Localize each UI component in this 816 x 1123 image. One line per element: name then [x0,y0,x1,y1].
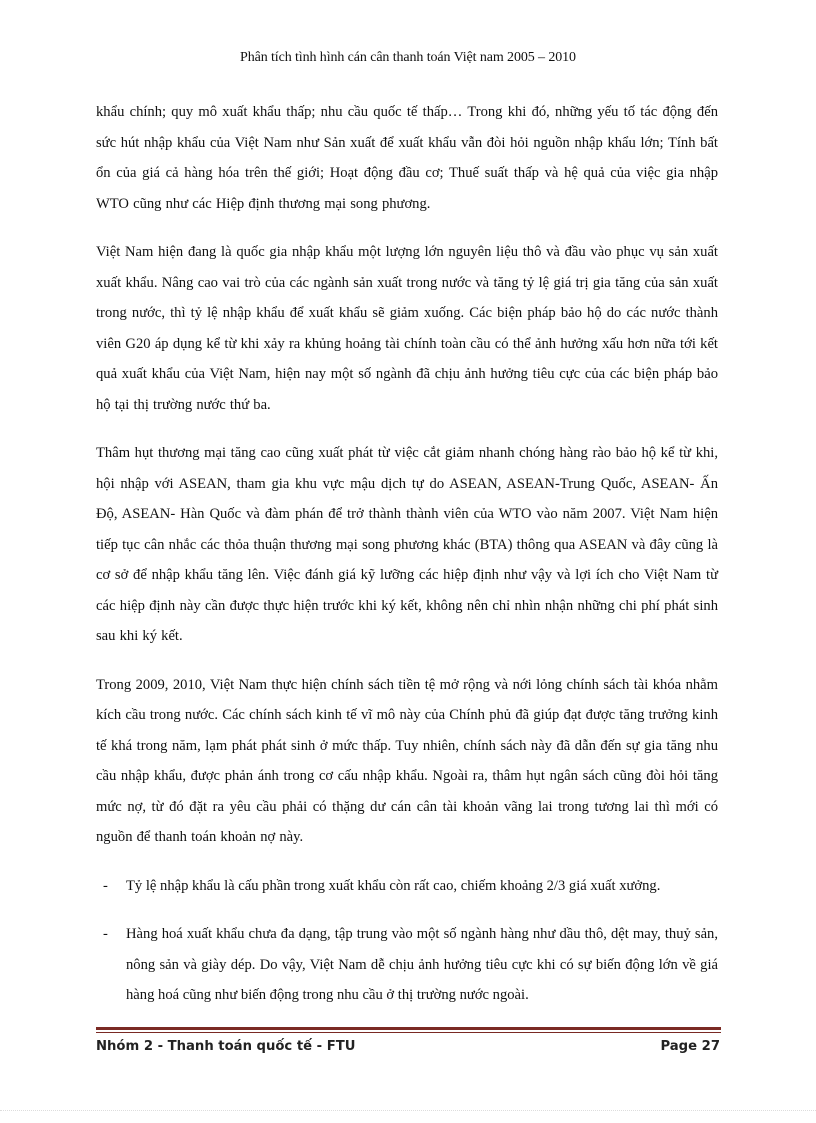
bullet-dash: - [103,926,108,942]
bullet-item-1 [96,871,718,902]
page-header-title: Phân tích tình hình cán cân thanh toán Việt nam 2005 – 2010 [240,50,576,65]
paragraph-1: khẩu chính; quy mô xuất khẩu thấp; nhu cầu quốc tế thấp… Trong khi đó, những yếu tố tác động đến sức hút nhập khẩu của Việt Nam như Sản xuất để xuất khẩu vẫn đòi hỏi nguồn nhập khẩu lớn; Tính bất ổn của giá cả hàng hóa trên thế giới; Hoạt động đầu cơ; Thuế suất thấp và hệ quả của việc gia nhập WTO cũng như các Hiệp định thương mại song phương. [96,104,718,212]
document-body [96,97,718,1029]
bullet-text-1: Tỷ lệ nhập khẩu là cấu phần trong xuất khẩu còn rất cao, chiếm khoảng 2/3 giá xuất xưởng. [126,877,661,894]
bullet-text-2: Hàng hoá xuất khẩu chưa đa dạng, tập trung vào một số ngành hàng như dầu thô, dệt may, thuỷ sản, nông sản và giày dép. Do vậy, Việt Nam dễ chịu ảnh hưởng tiêu cực khi có sự biến động lớn về giá hàng hoá cũng như biến động trong nhu cầu ở thị trường nước ngoài. [126,926,718,1003]
page-bottom-edge [0,1110,816,1111]
bullet-item-2 [96,919,718,1011]
bullet-list [96,871,718,1011]
paragraph-4: Trong 2009, 2010, Việt Nam thực hiện chính sách tiền tệ mở rộng và nới lỏng chính sách tài khóa nhằm kích cầu trong nước. Các chính sách kinh tế vĩ mô này của Chính phủ đã giúp đạt được tăng trưởng kinh tế khá trong năm, lạm phát phát sinh ở mức thấp. Tuy nhiên, chính sách này đã dẫn đến sự gia tăng nhu cầu nhập khẩu, được phản ánh trong cơ cấu nhập khẩu. Ngoài ra, thâm hụt ngân sách cũng đòi hỏi tăng mức nợ, từ đó đặt ra yêu cầu phải có thặng dư cán cân tài khoản vãng lai trong tương lai thì mới có nguồn để thanh toán khoản nợ này. [96,676,718,845]
footer-page-number: Page 27 [660,1039,720,1054]
paragraph-3: Thâm hụt thương mại tăng cao cũng xuất phát từ việc cắt giảm nhanh chóng hàng rào bảo hộ kể từ khi, hội nhập với ASEAN, tham gia khu vực mậu dịch tự do ASEAN, ASEAN-Trung Quốc, ASEAN- Ấn Độ, ASEAN- Hàn Quốc và đàm phán để trở thành thành viên của WTO vào năm 2007. Việt Nam hiện tiếp tục cân nhắc các thỏa thuận thương mại song phương khác (BTA) thông qua ASEAN và đây cũng là cơ sở để nhập khẩu tăng lên. Việc đánh giá kỹ lưỡng các hiệp định như vậy và lợi ích cho Việt Nam từ các hiệp định này cần được thực hiện trước khi ký kết, không nên chỉ nhìn nhận những chi phí phát sinh sau khi ký kết. [96,445,718,644]
footer-group-label: Nhóm 2 - Thanh toán quốc tế - FTU [96,1039,356,1054]
bullet-dash: - [103,877,108,894]
footer-divider-thin [96,1032,721,1033]
paragraph-2: Việt Nam hiện đang là quốc gia nhập khẩu một lượng lớn nguyên liệu thô và đầu vào phục vụ sản xuất xuất khẩu. Nâng cao vai trò của các ngành sản xuất trong nước và tăng tỷ lệ giá trị gia tăng của sản xuất trong nước, thì tỷ lệ nhập khẩu để xuất khẩu sẽ giảm xuống. Các biện pháp bảo hộ do các nước thành viên G20 áp dụng kể từ khi xảy ra khủng hoảng tài chính toàn cầu có thể ảnh hưởng xấu hơn nữa tới kết quả xuất khẩu của Việt Nam, hiện nay một số ngành đã chịu ảnh hưởng tiêu cực của các biện pháp bảo hộ tại thị trường nước thứ ba. [96,244,718,413]
footer-divider-thick [96,1027,721,1030]
